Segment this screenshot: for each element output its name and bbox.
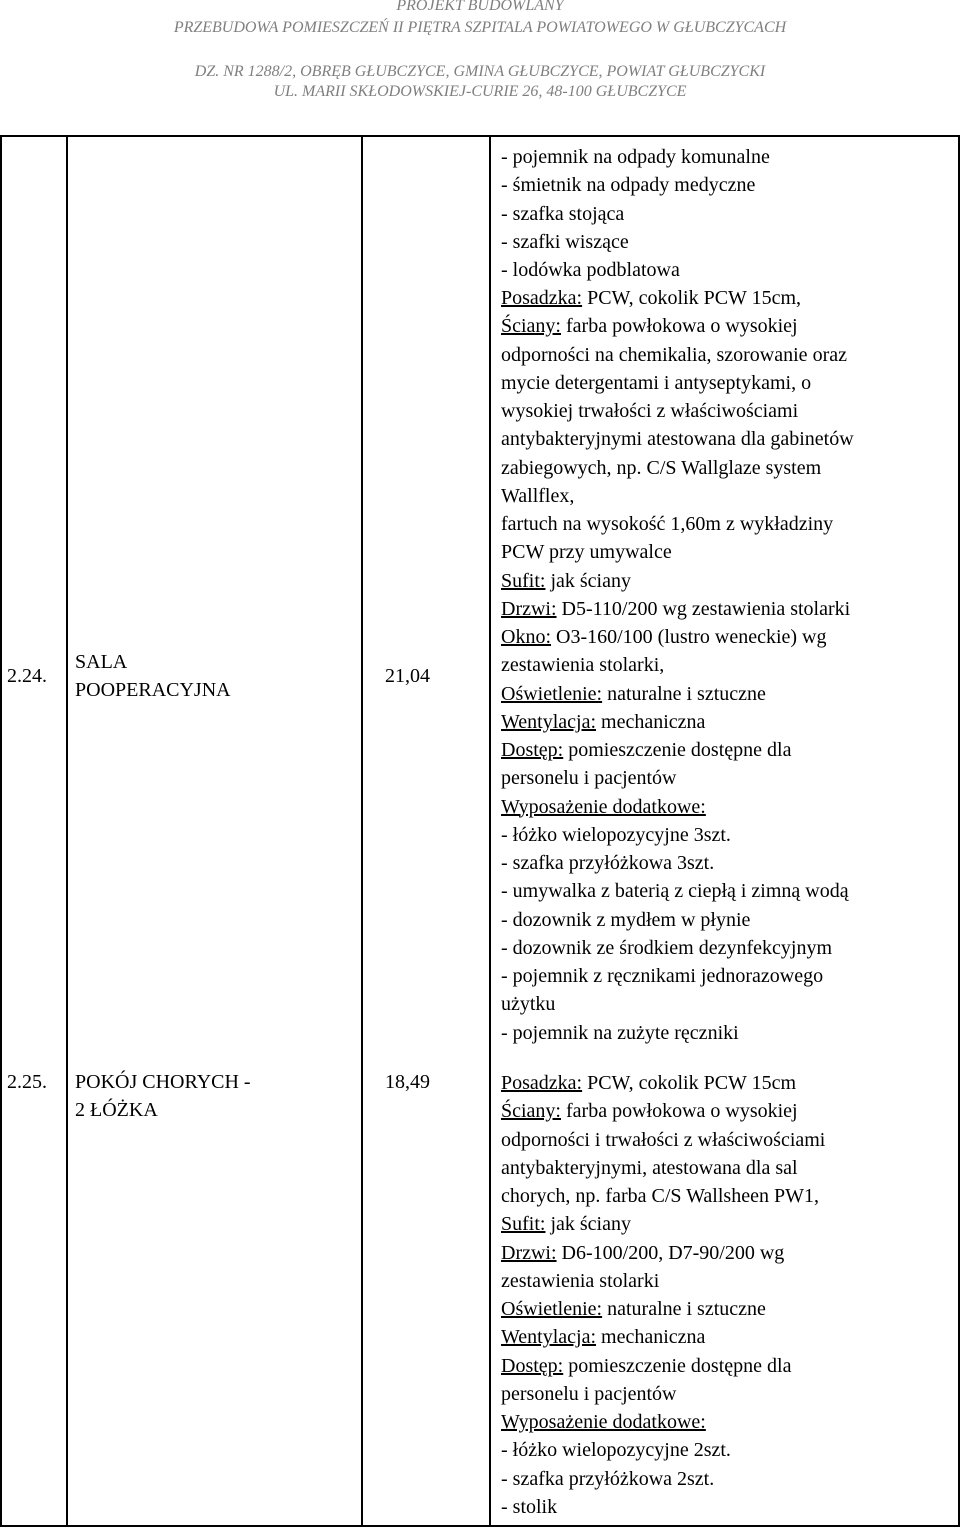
room-description-2-25: [501, 1069, 825, 1521]
list-item: Sufit: jak ściany: [501, 569, 631, 592]
list-item: Posadzka: PCW, cokolik PCW 15cm,: [501, 287, 801, 309]
list-item: Wentylacja: mechaniczna: [501, 1326, 706, 1349]
list-item: zestawienia stolarki: [501, 1269, 660, 1292]
list-item: - dozownik ze środkiem dezynfekcyjnym: [501, 936, 833, 959]
room-number-2-25: 2.25.: [7, 1071, 47, 1093]
list-item: - pojemnik na odpady komunalne: [501, 146, 770, 168]
list-item: - szafka stojąca: [501, 202, 625, 225]
list-item: chorych, np. farba C/S Wallsheen PW1,: [501, 1185, 819, 1207]
list-item: PCW przy umywalce: [501, 541, 672, 564]
list-item: - stolik: [501, 1495, 558, 1518]
list-item: - dozownik z mydłem w płynie: [501, 908, 751, 931]
list-item: Wyposażenie dodatkowe:: [501, 795, 706, 818]
list-item: Dostęp: pomieszczenie dostępne dla: [501, 1354, 792, 1377]
list-item: Posadzka: PCW, cokolik PCW 15cm: [501, 1072, 796, 1094]
list-item: Okno: O3-160/100 (lustro weneckie) wg: [501, 626, 827, 648]
list-item: Ściany: farba powłokowa o wysokiej: [501, 315, 798, 338]
list-item: użytku: [501, 993, 556, 1016]
header-line-4: UL. MARII SKŁODOWSKIEJ-CURIE 26, 48-100 GŁUBCZYCE: [273, 83, 687, 100]
room-area-2-24: 21,04: [385, 665, 430, 687]
list-item: Drzwi: D6-100/200, D7-90/200 wg: [501, 1241, 785, 1264]
room-name-2-24-line-1: SALA: [75, 651, 128, 673]
list-item: Drzwi: D5-110/200 wg zestawienia stolarki: [501, 597, 851, 620]
list-item: - szafka przyłóżkowa 3szt.: [501, 852, 715, 874]
list-item: - pojemnik z ręcznikami jednorazowego: [501, 965, 824, 987]
list-item: Wallflex,: [501, 484, 575, 507]
header-line-1: PROJEKT BUDOWLANY: [396, 0, 564, 14]
list-item: - szafka przyłóżkowa 2szt.: [501, 1467, 715, 1490]
table-divider-number: [66, 135, 68, 1527]
header-line-3: DZ. NR 1288/2, OBRĘB GŁUBCZYCE, GMINA GŁUBCZYCE, POWIAT GŁUBCZYCKI: [194, 63, 766, 80]
room-number-2-24: 2.24.: [7, 665, 47, 687]
table-border-top: [0, 135, 960, 137]
list-item: - pojemnik na zużyte ręczniki: [501, 1021, 739, 1044]
table-border-left: [0, 135, 2, 1527]
list-item: - łóżko wielopozycyjne 3szt.: [501, 823, 731, 846]
header-line-2: PRZEBUDOWA POMIESZCZEŃ II PIĘTRA SZPITALA POWIATOWEGO W GŁUBCZYCACH: [173, 19, 787, 36]
list-item: odporności na chemikalia, szorowanie oraz: [501, 343, 847, 366]
list-item: personelu i pacjentów: [501, 767, 677, 790]
table-border-bottom: [0, 1525, 960, 1527]
room-name-2-25-line-1: POKÓJ CHORYCH -: [75, 1071, 251, 1093]
list-item: fartuch na wysokość 1,60m z wykładziny: [501, 513, 834, 535]
list-item: - umywalka z baterią z ciepłą i zimną wodą: [501, 880, 849, 903]
list-item: personelu i pacjentów: [501, 1382, 677, 1405]
list-item: Dostęp: pomieszczenie dostępne dla: [501, 739, 792, 761]
list-item: - śmietnik na odpady medyczne: [501, 174, 756, 197]
table-divider-area: [489, 135, 491, 1527]
list-item: Sufit: jak ściany: [501, 1213, 631, 1236]
list-item: - lodówka podblatowa: [501, 259, 680, 281]
list-item: antybakteryjnymi atestowana dla gabinetów: [501, 428, 854, 451]
list-item: antybakteryjnymi, atestowana dla sal: [501, 1156, 798, 1179]
list-item: - szafki wiszące: [501, 230, 629, 253]
row-continuation-description: [501, 143, 770, 284]
list-item: zabiegowych, np. C/S Wallglaze system: [501, 456, 822, 479]
list-item: zestawienia stolarki,: [501, 654, 665, 677]
list-item: - łóżko wielopozycyjne 2szt.: [501, 1439, 731, 1462]
list-item: Wentylacja: mechaniczna: [501, 710, 706, 733]
list-item: mycie detergentami i antyseptykami, o: [501, 371, 812, 394]
list-item: Oświetlenie: naturalne i sztuczne: [501, 1298, 766, 1320]
list-item: wysokiej trwałości z właściwościami: [501, 400, 799, 422]
list-item: Ściany: farba powłokowa o wysokiej: [501, 1100, 798, 1123]
list-item: Oświetlenie: naturalne i sztuczne: [501, 682, 766, 705]
list-item: odporności i trwałości z właściwościami: [501, 1128, 826, 1151]
room-name-2-24-line-2: POOPERACYJNA: [75, 679, 231, 701]
room-description-2-24: [501, 284, 854, 1047]
room-area-2-25: 18,49: [385, 1071, 430, 1093]
room-name-2-25-line-2: 2 ŁÓŻKA: [75, 1099, 158, 1121]
list-item: Wyposażenie dodatkowe:: [501, 1411, 706, 1433]
table-divider-name: [361, 135, 363, 1527]
